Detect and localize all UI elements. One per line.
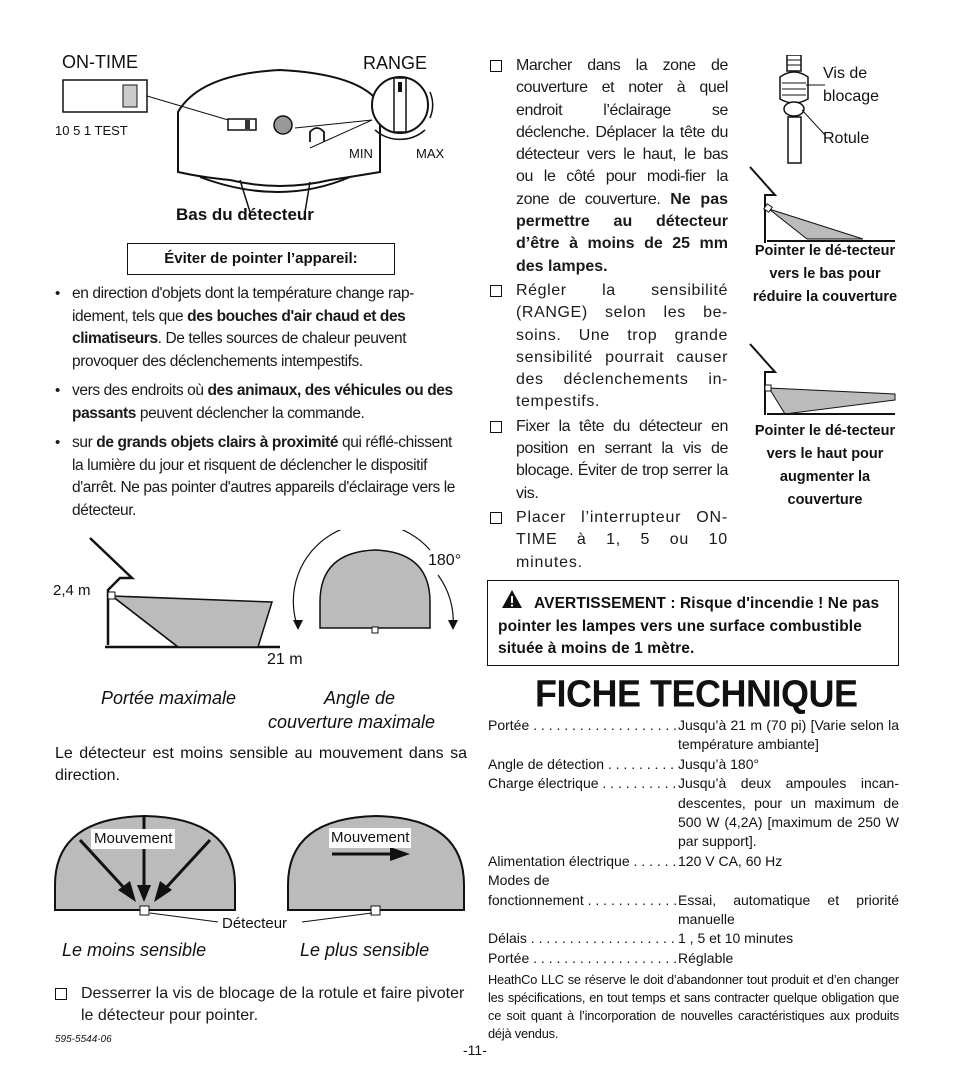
- warning-text: AVERTISSEMENT : Risque d'incendie ! Ne pas pointer les lampes vers une surface combustible située à moins de 1 mètre.: [498, 595, 880, 657]
- avoid-bullet-3: • sur de grands objets clairs à proximité qui réflé-chissent la lumière du jour et risquent de déclencher le dispositif d'arrêt. Ne pas pointer d'autres appareils d'éclairage vers le détecteur.: [55, 432, 467, 522]
- step-loosen-screw: Desserrer la vis de blocage de la rotule et faire pivoter le détecteur pour pointer.: [55, 983, 466, 1028]
- spec-row: Délais . . . 1 , 5 et 10 minutes: [488, 929, 899, 948]
- avoid-bullet-1: • en direction d'objets dont la température change rap-idement, tels que des bouches d'air chaud et des climatiseurs. De telles sources de chaleur peuvent provoquer des déclenchements intempestifs.: [55, 283, 467, 373]
- angle-label: 180°: [428, 552, 462, 569]
- caption-angle-line1: Angle de: [324, 688, 396, 708]
- checkbox-icon: [490, 60, 502, 72]
- movement-label-right: Mouvement: [331, 829, 410, 846]
- doc-number: 595-5544-06: [55, 1034, 112, 1045]
- checkbox-icon: [490, 512, 502, 524]
- caption-max-range: Portée maximale: [101, 688, 237, 708]
- detector-label: Détecteur: [222, 915, 288, 932]
- range-angle-figure: [50, 530, 470, 680]
- screw-label: Vis de blocage: [823, 65, 880, 105]
- on-time-label: ON-TIME: [62, 52, 138, 72]
- steps-right-list: [490, 55, 728, 576]
- step-set-on-time: Placer l’interrupteur ON-TIME à 1, 5 ou 10 minutes.: [490, 507, 728, 574]
- checkbox-icon: [55, 988, 67, 1000]
- spec-row: Modes de: [488, 872, 550, 889]
- aim-down-illustration: [745, 165, 905, 245]
- aim-down-caption: Pointer le dé-tecteur vers le bas pour réduire la couverture: [752, 243, 898, 305]
- spec-row: fonctionnement . . . Essai, automatique et priorité manuelle: [488, 891, 899, 930]
- step-tighten-screw: Fixer la tête du détecteur en position en serrant la vis de blocage. Éviter de trop serrer la vis.: [490, 416, 728, 505]
- sensitivity-text: Le détecteur est moins sensible au mouvement dans sa direction.: [55, 745, 467, 784]
- on-time-scale: 10 5 1 TEST: [55, 123, 128, 138]
- caption-angle-line2: couverture maximale: [268, 712, 436, 732]
- avoid-box-title: Éviter de pointer l’appareil:: [127, 243, 395, 275]
- avoid-bullet-list: [55, 283, 467, 529]
- fire-warning-box: [487, 580, 899, 666]
- spec-sheet-title: FICHE TECHNIQUE: [535, 671, 858, 715]
- detector-bottom-diagram: [50, 52, 470, 212]
- range-label: RANGE: [363, 53, 428, 73]
- most-sensitive-caption: Le plus sensible: [300, 940, 430, 960]
- aim-up-caption: Pointer le dé-tecteur vers le haut pour augmenter la couverture: [754, 423, 896, 508]
- checkbox-icon: [490, 421, 502, 433]
- aim-up-illustration: [745, 342, 905, 417]
- spec-row: Angle de détection . . . Jusqu’à 180°: [488, 755, 899, 774]
- step-walk-coverage: Marcher dans la zone de couverture et noter à quel endroit l’éclairage se déclenche. Déplacer la tête du détecteur vers le haut, le bas ou le côté pour modi-fier la zone de couverture. Ne pas permettre au détecteur d’être à moins de 25 mm des lampes.: [490, 55, 728, 278]
- page-number: -11-: [463, 1042, 487, 1058]
- spec-row: Portée . . . Réglable: [488, 949, 899, 968]
- spec-row: Alimentation électrique . . . 120 V CA, 60 Hz: [488, 852, 899, 871]
- detector-bottom-caption: Bas du détecteur: [176, 205, 314, 224]
- range-max-label: MAX: [416, 146, 445, 161]
- swivel-joint-illustration: [770, 55, 830, 165]
- height-label: 2,4 m: [53, 582, 91, 599]
- spec-disclaimer: HeathCo LLC se réserve le doit d’abandonner tout produit et d’en changer les spécifications, en tout temps et sans contracter quelque obligation que ce soit quant à l’incorporation de nouvelles caractéristiques aux produits déjà vendus.: [488, 972, 899, 1042]
- checkbox-icon: [490, 285, 502, 297]
- spec-table: [488, 716, 899, 1043]
- step-adjust-range: Régler la sensibilité (RANGE) selon les be-soins. Une trop grande sensibilité pourrait causer des déclenchements in-tempestifs.: [490, 280, 728, 414]
- joint-label: Rotule: [823, 130, 870, 147]
- avoid-bullet-2: • vers des endroits où des animaux, des véhicules ou des passants peuvent déclencher la commande.: [55, 380, 467, 425]
- movement-label-left: Mouvement: [91, 829, 175, 849]
- spec-row: Charge électrique . . . Jusqu’à deux ampoules incan-descentes, pour un maximum de 500 W (4,2A) [maximum de 250 W par support].: [488, 774, 899, 852]
- range-min-label: MIN: [349, 146, 373, 161]
- least-sensitive-caption: Le moins sensible: [62, 940, 207, 960]
- distance-label: 21 m: [267, 651, 303, 668]
- spec-row: Portée . . . Jusqu’à 21 m (70 pi) [Varie selon la température ambiante]: [488, 716, 899, 755]
